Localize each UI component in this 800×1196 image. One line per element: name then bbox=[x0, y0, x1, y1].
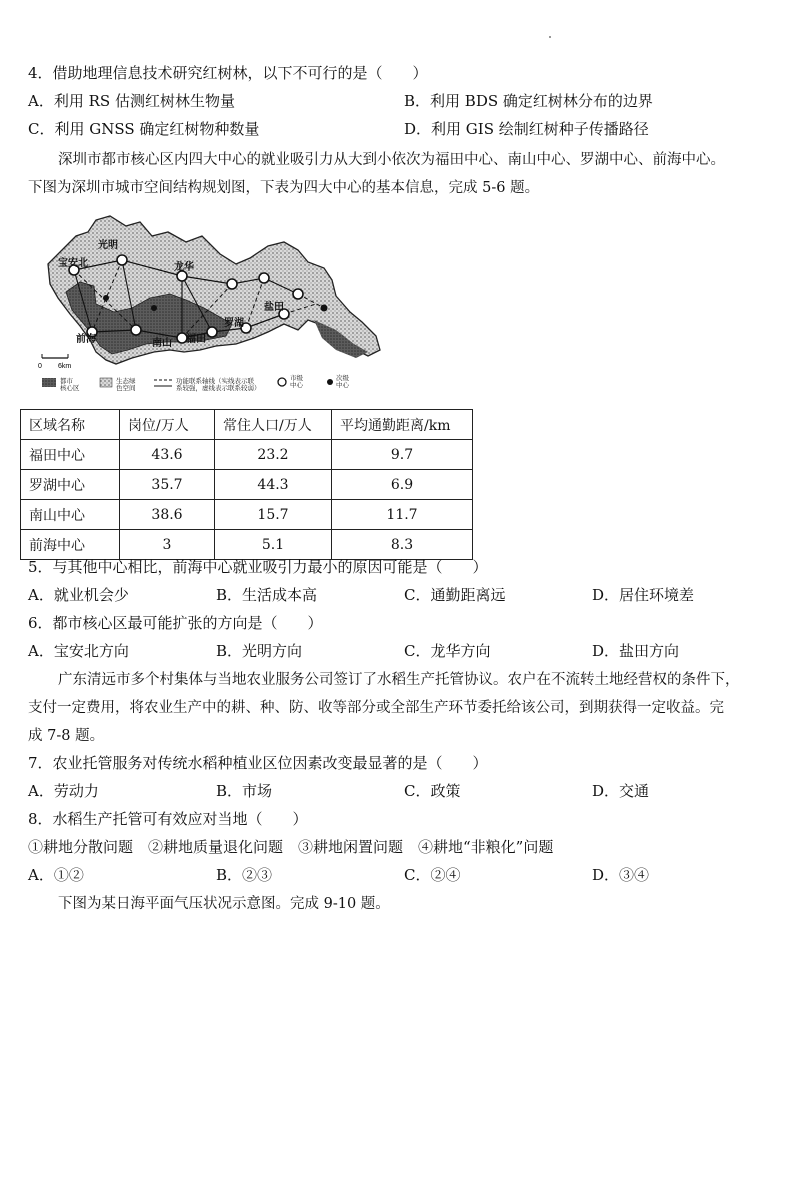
q4-option-d: D．利用 GIS 绘制红树种子传播路径 bbox=[404, 120, 649, 138]
table-header: 常住人口/万人 bbox=[215, 410, 332, 440]
q8-stem: 8．水稻生产托管可有效应对当地（ ） bbox=[28, 810, 308, 828]
table-row bbox=[21, 530, 473, 560]
q4-option-b: B．利用 BDS 确定红树林分布的边界 bbox=[404, 92, 653, 110]
table-cell: 23.2 bbox=[215, 440, 332, 470]
q5-option-d: D．居住环境差 bbox=[592, 586, 695, 604]
q8-option-d: D．③④ bbox=[592, 866, 650, 884]
table-cell: 38.6 bbox=[120, 500, 215, 530]
label-longhua: 龙华 bbox=[174, 262, 194, 273]
label-futian: 福田 bbox=[186, 334, 206, 345]
legend-city-center-label: 市级中心 bbox=[290, 375, 303, 389]
shenzhen-spatial-map bbox=[36, 212, 384, 408]
q5-stem: 5．与其他中心相比，前海中心就业吸引力最小的原因可能是（ ） bbox=[28, 558, 488, 576]
passage-78-line3: 成 7-8 题。 bbox=[28, 728, 105, 744]
q7-option-b: B．市场 bbox=[216, 782, 273, 800]
table-cell: 35.7 bbox=[120, 470, 215, 500]
q6-stem: 6．都市核心区最可能扩张的方向是（ ） bbox=[28, 614, 323, 632]
q6-option-d: D．盐田方向 bbox=[592, 642, 680, 660]
table-cell: 44.3 bbox=[215, 470, 332, 500]
q6-option-b: B．光明方向 bbox=[216, 642, 303, 660]
passage-78-line1: 广东清远市多个村集体与当地农业服务公司签订了水稻生产托管协议。农户在不流转土地经营权的条件下， bbox=[58, 672, 740, 688]
q7-option-d: D．交通 bbox=[592, 782, 650, 800]
legend-sub-center-label: 次级中心 bbox=[336, 375, 349, 389]
table-cell: 8.3 bbox=[332, 530, 473, 560]
legend-sub-center-symbol bbox=[327, 379, 333, 385]
table-cell: 3 bbox=[120, 530, 215, 560]
q5-option-b: B．生活成本高 bbox=[216, 586, 318, 604]
legend-core-label: 都市核心区 bbox=[60, 378, 80, 392]
passage-56-line2: 下图为深圳市城市空间结构规划图，下表为四大中心的基本信息，完成 5-6 题。 bbox=[28, 180, 540, 196]
passage-78-line2: 支付一定费用，将农业生产中的耕、种、防、收等部分或全部生产环节委托给该公司，到期获得一定收益。完 bbox=[28, 700, 724, 716]
q7-stem: 7．农业托管服务对传统水稻种植业区位因素改变最显著的是（ ） bbox=[28, 754, 488, 772]
table-header: 岗位/万人 bbox=[120, 410, 215, 440]
q5-option-c: C．通勤距离远 bbox=[404, 586, 506, 604]
label-qianhai: 前海 bbox=[76, 334, 96, 345]
table-cell: 43.6 bbox=[120, 440, 215, 470]
legend-green-swatch bbox=[100, 378, 112, 387]
label-yantian: 盐田 bbox=[264, 302, 284, 313]
table-cell: 南山中心 bbox=[21, 500, 120, 530]
passage-910: 下图为某日海平面气压状况示意图。完成 9-10 题。 bbox=[58, 896, 390, 912]
table-header-row bbox=[21, 410, 473, 440]
q8-option-c: C．②④ bbox=[404, 866, 461, 884]
table-cell: 罗湖中心 bbox=[21, 470, 120, 500]
q8-option-a: A．①② bbox=[28, 866, 84, 884]
q8-option-b: B．②③ bbox=[216, 866, 273, 884]
q7-option-c: C．政策 bbox=[404, 782, 461, 800]
label-nanshan: 南山 bbox=[152, 338, 172, 349]
label-guangming: 光明 bbox=[98, 240, 118, 251]
legend-core-swatch bbox=[42, 378, 56, 387]
q4-stem: 4．借助地理信息技术研究红树林，以下不可行的是（ ） bbox=[28, 64, 428, 82]
legend-green-label: 生态绿色空间 bbox=[116, 378, 136, 392]
table-cell: 前海中心 bbox=[21, 530, 120, 560]
q5-option-a: A．就业机会少 bbox=[28, 586, 129, 604]
label-luohu: 罗湖 bbox=[224, 318, 244, 329]
q8-items: ①耕地分散问题 ②耕地质量退化问题 ③耕地闲置问题 ④耕地“非粮化”问题 bbox=[28, 838, 554, 856]
table-row bbox=[21, 440, 473, 470]
scale-bar bbox=[38, 354, 71, 370]
table-header: 平均通勤距离/km bbox=[332, 410, 473, 440]
table-cell: 11.7 bbox=[332, 500, 473, 530]
table-cell: 15.7 bbox=[215, 500, 332, 530]
map-legend bbox=[42, 373, 350, 392]
table-header: 区域名称 bbox=[21, 410, 120, 440]
scan-speck bbox=[549, 36, 551, 38]
legend-axis-label: 功能联系轴线（实线表示联系较强，虚线表示联系较弱） bbox=[176, 378, 261, 392]
q6-option-c: C．龙华方向 bbox=[404, 642, 491, 660]
table-cell: 6.9 bbox=[332, 470, 473, 500]
table-cell: 5.1 bbox=[215, 530, 332, 560]
scale-label: 6km bbox=[58, 363, 72, 370]
center-info-table bbox=[20, 409, 473, 560]
q4-option-c: C．利用 GNSS 确定红树物种数量 bbox=[28, 120, 260, 138]
passage-56-line1: 深圳市都市核心区内四大中心的就业吸引力从大到小依次为福田中心、南山中心、罗湖中心、前海中心。 bbox=[58, 152, 725, 168]
q7-option-a: A．劳动力 bbox=[28, 782, 99, 800]
table-row bbox=[21, 500, 473, 530]
q6-option-a: A．宝安北方向 bbox=[28, 642, 129, 660]
q4-option-a: A．利用 RS 估测红树林生物量 bbox=[28, 92, 235, 110]
label-baoanbei: 宝安北 bbox=[58, 258, 88, 269]
scale-zero: 0 bbox=[38, 363, 42, 370]
table-row bbox=[21, 470, 473, 500]
table-cell: 福田中心 bbox=[21, 440, 120, 470]
table-cell: 9.7 bbox=[332, 440, 473, 470]
legend-city-center-symbol bbox=[278, 378, 286, 386]
